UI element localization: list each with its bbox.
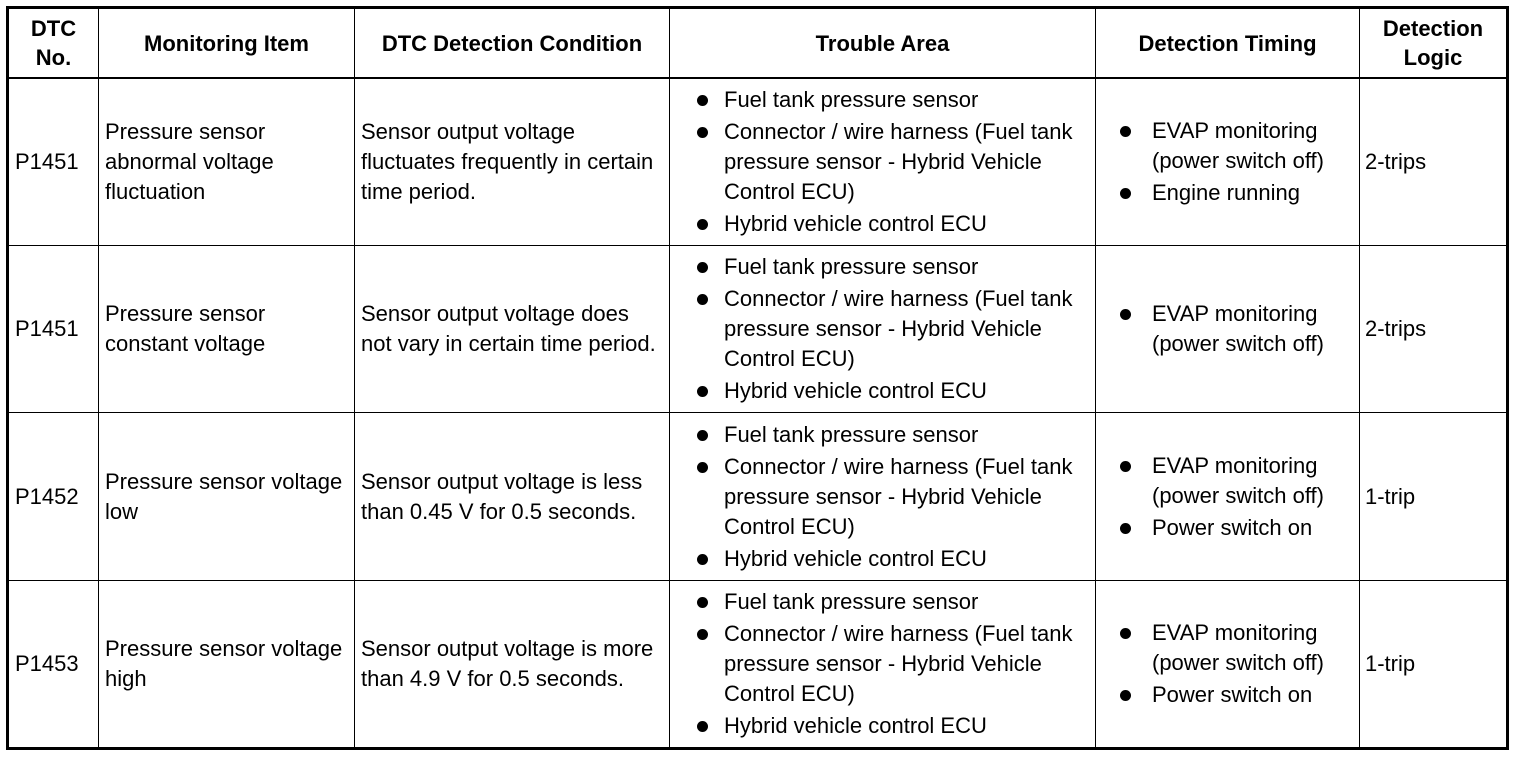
header-detection-logic bbox=[1360, 8, 1508, 79]
list-item: EVAP monitoring (power switch off) bbox=[1096, 116, 1359, 176]
dtc-table bbox=[6, 6, 1509, 750]
trouble-area-list bbox=[670, 85, 1095, 239]
monitoring-item-cell: Pressure sensor voltage low bbox=[99, 413, 355, 580]
detection-timing-list bbox=[1096, 299, 1359, 359]
detection-logic-cell: 2-trips bbox=[1360, 246, 1508, 413]
detection-condition-cell: Sensor output voltage is more than 4.9 V for 0.5 seconds. bbox=[355, 580, 670, 748]
detection-timing-list bbox=[1096, 451, 1359, 543]
header-dtc-no-text: DTC No. bbox=[30, 16, 77, 70]
trouble-area-cell bbox=[670, 246, 1096, 413]
list-item: Power switch on bbox=[1096, 513, 1359, 543]
list-item: Connector / wire harness (Fuel tank pressure sensor - Hybrid Vehicle Control ECU) bbox=[670, 284, 1095, 374]
header-trouble-area-text: Trouble Area bbox=[815, 30, 950, 56]
trouble-area-list bbox=[670, 252, 1095, 406]
list-item: Connector / wire harness (Fuel tank pressure sensor - Hybrid Vehicle Control ECU) bbox=[670, 452, 1095, 542]
detection-logic-cell: 1-trip bbox=[1360, 413, 1508, 580]
detection-timing-cell bbox=[1096, 413, 1360, 580]
list-item: Connector / wire harness (Fuel tank pressure sensor - Hybrid Vehicle Control ECU) bbox=[670, 117, 1095, 207]
trouble-area-cell bbox=[670, 580, 1096, 748]
list-item: Connector / wire harness (Fuel tank pressure sensor - Hybrid Vehicle Control ECU) bbox=[670, 619, 1095, 709]
detection-timing-cell bbox=[1096, 580, 1360, 748]
detection-timing-list bbox=[1096, 618, 1359, 710]
detection-logic-cell: 1-trip bbox=[1360, 580, 1508, 748]
list-item: Fuel tank pressure sensor bbox=[670, 85, 1095, 115]
dtc-code-cell: P1452 bbox=[8, 413, 99, 580]
detection-condition-cell: Sensor output voltage does not vary in certain time period. bbox=[355, 246, 670, 413]
header-detection-logic-text: Detection Logic bbox=[1382, 16, 1484, 70]
list-item: EVAP monitoring (power switch off) bbox=[1096, 451, 1359, 511]
dtc-code-cell: P1453 bbox=[8, 580, 99, 748]
list-item: EVAP monitoring (power switch off) bbox=[1096, 618, 1359, 678]
dtc-code-cell: P1451 bbox=[8, 78, 99, 246]
table-row bbox=[8, 246, 1508, 413]
table-row bbox=[8, 413, 1508, 580]
list-item: Hybrid vehicle control ECU bbox=[670, 376, 1095, 406]
table-row bbox=[8, 78, 1508, 246]
detection-condition-cell: Sensor output voltage is less than 0.45 V for 0.5 seconds. bbox=[355, 413, 670, 580]
list-item: Fuel tank pressure sensor bbox=[670, 420, 1095, 450]
header-detection-condition-text: DTC Detection Condition bbox=[381, 30, 643, 56]
header-dtc-no bbox=[8, 8, 99, 79]
list-item: Engine running bbox=[1096, 178, 1359, 208]
list-item: Hybrid vehicle control ECU bbox=[670, 711, 1095, 741]
monitoring-item-cell: Pressure sensor constant voltage bbox=[99, 246, 355, 413]
trouble-area-list bbox=[670, 420, 1095, 574]
header-monitoring-item bbox=[99, 8, 355, 79]
monitoring-item-cell: Pressure sensor abnormal voltage fluctuation bbox=[99, 78, 355, 246]
list-item: Fuel tank pressure sensor bbox=[670, 252, 1095, 282]
header-row bbox=[8, 8, 1508, 79]
trouble-area-list bbox=[670, 587, 1095, 741]
list-item: Hybrid vehicle control ECU bbox=[670, 544, 1095, 574]
trouble-area-cell bbox=[670, 78, 1096, 246]
header-monitoring-item-text: Monitoring Item bbox=[144, 30, 309, 56]
list-item: Hybrid vehicle control ECU bbox=[670, 209, 1095, 239]
detection-timing-cell bbox=[1096, 246, 1360, 413]
header-detection-timing-text: Detection Timing bbox=[1138, 30, 1317, 56]
monitoring-item-cell: Pressure sensor voltage high bbox=[99, 580, 355, 748]
detection-condition-cell: Sensor output voltage fluctuates frequently in certain time period. bbox=[355, 78, 670, 246]
header-detection-condition bbox=[355, 8, 670, 79]
detection-timing-cell bbox=[1096, 78, 1360, 246]
trouble-area-cell bbox=[670, 413, 1096, 580]
header-trouble-area bbox=[670, 8, 1096, 79]
list-item: Fuel tank pressure sensor bbox=[670, 587, 1095, 617]
header-detection-timing bbox=[1096, 8, 1360, 79]
table-row bbox=[8, 580, 1508, 748]
list-item: Power switch on bbox=[1096, 680, 1359, 710]
list-item: EVAP monitoring (power switch off) bbox=[1096, 299, 1359, 359]
detection-timing-list bbox=[1096, 116, 1359, 208]
dtc-code-cell: P1451 bbox=[8, 246, 99, 413]
detection-logic-cell: 2-trips bbox=[1360, 78, 1508, 246]
